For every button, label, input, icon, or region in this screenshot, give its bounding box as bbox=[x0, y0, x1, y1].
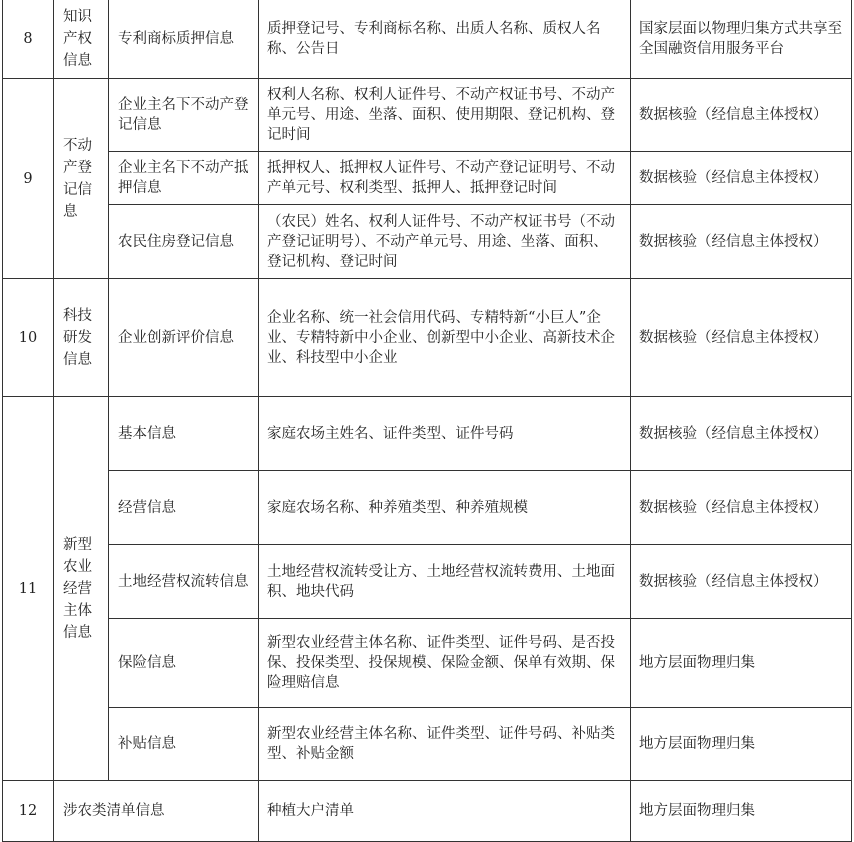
table-row bbox=[3, 545, 852, 619]
fields-cell: 新型农业经营主体名称、证件类型、证件号码、是否投保、投保类型、投保规模、保险金额、保单有效期、保险理赔信息 bbox=[259, 619, 631, 708]
row-number: 12 bbox=[3, 781, 54, 842]
method-cell: 国家层面以物理归集方式共享至全国融资信用服务平台 bbox=[631, 0, 852, 79]
table-row bbox=[3, 471, 852, 545]
sub-item-cell: 企业主名下不动产登记信息 bbox=[109, 79, 259, 152]
sub-item-cell: 企业主名下不动产抵押信息 bbox=[109, 152, 259, 205]
method-cell: 数据核验（经信息主体授权） bbox=[631, 545, 852, 619]
method-cell: 地方层面物理归集 bbox=[631, 781, 852, 842]
sub-item-cell: 基本信息 bbox=[109, 397, 259, 471]
fields-cell: 新型农业经营主体名称、证件类型、证件号码、补贴类型、补贴金额 bbox=[259, 708, 631, 781]
sub-item-cell: 农民住房登记信息 bbox=[109, 205, 259, 279]
sub-item-cell: 土地经营权流转信息 bbox=[109, 545, 259, 619]
table-row bbox=[3, 152, 852, 205]
fields-cell: 抵押权人、抵押权人证件号、不动产登记证明号、不动产单元号、权利类型、抵押人、抵押登记时间 bbox=[259, 152, 631, 205]
table-row bbox=[3, 79, 852, 152]
method-cell: 数据核验（经信息主体授权） bbox=[631, 205, 852, 279]
method-cell: 地方层面物理归集 bbox=[631, 619, 852, 708]
sub-item-cell: 保险信息 bbox=[109, 619, 259, 708]
method-cell: 数据核验（经信息主体授权） bbox=[631, 471, 852, 545]
fields-cell: 质押登记号、专利商标名称、出质人名称、质权人名称、公告日 bbox=[259, 0, 631, 79]
row-number: 10 bbox=[3, 279, 54, 397]
method-cell: 地方层面物理归集 bbox=[631, 708, 852, 781]
sub-item-cell: 经营信息 bbox=[109, 471, 259, 545]
table-row bbox=[3, 205, 852, 279]
table-row bbox=[3, 397, 852, 471]
method-cell: 数据核验（经信息主体授权） bbox=[631, 79, 852, 152]
method-cell: 数据核验（经信息主体授权） bbox=[631, 397, 852, 471]
row-number: 8 bbox=[3, 0, 54, 79]
method-cell: 数据核验（经信息主体授权） bbox=[631, 152, 852, 205]
table-row bbox=[3, 619, 852, 708]
fields-cell: 家庭农场主姓名、证件类型、证件号码 bbox=[259, 397, 631, 471]
row-number: 11 bbox=[3, 397, 54, 781]
sub-item-cell: 补贴信息 bbox=[109, 708, 259, 781]
row-number: 9 bbox=[3, 79, 54, 279]
data-sharing-table bbox=[2, 0, 852, 842]
fields-cell: 家庭农场名称、种养殖类型、种养殖规模 bbox=[259, 471, 631, 545]
category-cell: 新型农业经营主体信息 bbox=[54, 397, 109, 781]
table-row bbox=[3, 279, 852, 397]
table-row bbox=[3, 0, 852, 79]
fields-cell: 种植大户清单 bbox=[259, 781, 631, 842]
fields-cell: 权利人名称、权利人证件号、不动产权证书号、不动产单元号、用途、坐落、面积、使用期限、登记机构、登记时间 bbox=[259, 79, 631, 152]
category-cell: 科技研发信息 bbox=[54, 279, 109, 397]
fields-cell: （农民）姓名、权利人证件号、不动产权证书号（不动产登记证明号）、不动产单元号、用途、坐落、面积、登记机构、登记时间 bbox=[259, 205, 631, 279]
fields-cell: 企业名称、统一社会信用代码、专精特新“小巨人”企业、专精特新中小企业、创新型中小企业、高新技术企业、科技型中小企业 bbox=[259, 279, 631, 397]
sub-item-cell: 企业创新评价信息 bbox=[109, 279, 259, 397]
category-cell: 知识产权信息 bbox=[54, 0, 109, 79]
sub-item-cell: 专利商标质押信息 bbox=[109, 0, 259, 79]
table-row bbox=[3, 781, 852, 842]
table-row bbox=[3, 708, 852, 781]
fields-cell: 土地经营权流转受让方、土地经营权流转费用、土地面积、地块代码 bbox=[259, 545, 631, 619]
method-cell: 数据核验（经信息主体授权） bbox=[631, 279, 852, 397]
category-cell: 涉农类清单信息 bbox=[54, 781, 259, 842]
category-cell: 不动产登记信息 bbox=[54, 79, 109, 279]
